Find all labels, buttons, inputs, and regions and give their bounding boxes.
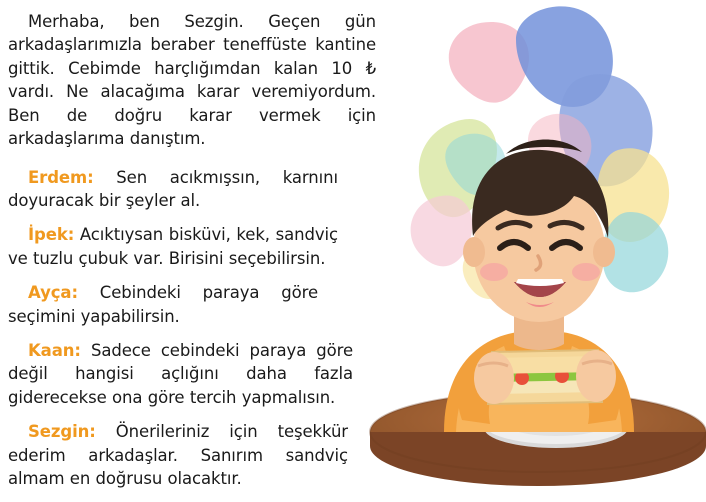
paragraph-sezgin: [8, 420, 348, 490]
paragraph-ayca: [8, 281, 318, 328]
speaker-label-ayca: Ayça:: [28, 283, 78, 303]
speaker-label-erdem: Erdem:: [28, 167, 94, 187]
paragraph-erdem: [8, 166, 338, 213]
speaker-label-ipek: İpek:: [28, 225, 75, 245]
paragraph-kaan: [8, 339, 353, 409]
paragraph-ayca-text: Cebindeki paraya göre seçimini yapabilirsin.: [8, 283, 318, 326]
paragraph-kaan-text: Sadece cebindeki paraya göre değil hangisi açlığını daha fazla giderecekse ona göre tercih yapmalısın.: [8, 341, 353, 407]
paragraph-intro: [8, 10, 376, 151]
speaker-label-kaan: Kaan:: [28, 341, 81, 361]
paragraph-intro-text: Merhaba, ben Sezgin. Geçen gün arkadaşlarımızla beraber teneffüste kantine gittik. Cebimde harçlığımdan kalan 10 ₺ vardı. Ne alacağıma karar veremiyordum. Ben de doğru karar vermek için arkadaşlarıma danıştım.: [8, 12, 376, 149]
speaker-label-sezgin: Sezgin:: [28, 422, 96, 442]
paragraph-ipek-text: Acıktıysan bisküvi, kek, sandviç ve tuzlu çubuk var. Birisini seçebilirsin.: [8, 225, 338, 268]
paragraph-erdem-text: Sen acıkmışsın, karnını doyuracak bir şeyler al.: [8, 167, 338, 210]
paragraph-ipek: [8, 223, 338, 270]
paragraph-sezgin-text: Önerileriniz için teşekkür ederim arkadaşlar. Sanırım sandviç almam en doğrusu olacaktır.: [8, 422, 348, 489]
boy-eating-sandwich-illustration: [366, 0, 706, 502]
